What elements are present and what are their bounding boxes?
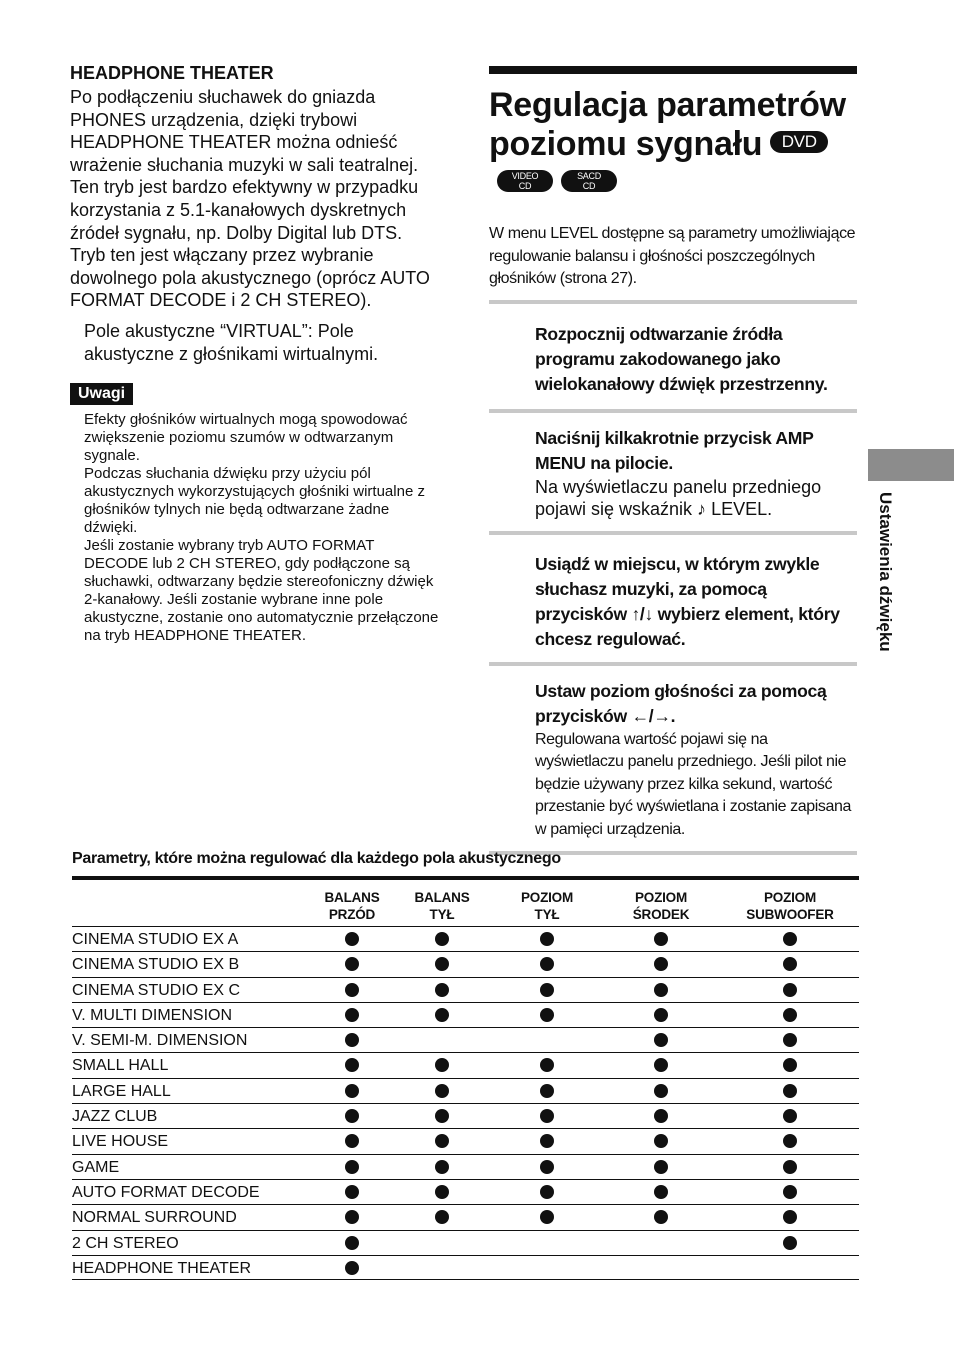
adjustable-dot-icon <box>435 1185 449 1199</box>
sound-field-name: GAME <box>72 1158 120 1176</box>
adjustable-dot-icon <box>540 1134 554 1148</box>
adjustable-dot-icon <box>540 1160 554 1174</box>
column-header: BALANS PRZÓD <box>324 890 380 922</box>
adjustable-dot-icon <box>345 932 359 946</box>
adjustable-dot-icon <box>654 957 668 971</box>
table-row <box>72 1154 859 1179</box>
adjustable-dot-icon <box>783 932 797 946</box>
table-row <box>72 1230 859 1255</box>
sound-field-name: CINEMA STUDIO EX A <box>72 931 239 948</box>
sound-field-name: CINEMA STUDIO EX B <box>72 956 240 974</box>
level-adjust-section <box>489 66 857 855</box>
dvd-badge-icon: DVD <box>770 131 828 153</box>
step-4 <box>489 666 857 852</box>
headphone-theater-section <box>70 62 442 645</box>
adjustable-dot-icon <box>540 1058 554 1072</box>
step-detail: Regulowana wartość pojawi się na wyświetlaczu panelu przedniego. Jeśli pilot nie będzie używany przez kilka sekund, wartość przestanie być wyświetlana i zostanie zapisana w pamięci urządzenia. <box>535 730 851 838</box>
sound-field-name: LARGE HALL <box>72 1082 171 1100</box>
adjustable-dot-icon <box>654 1134 668 1148</box>
column-header: POZIOM SUBWOOFER <box>746 890 834 922</box>
notes-label: Uwagi <box>70 383 133 405</box>
adjustable-dot-icon <box>435 1109 449 1123</box>
note-item: Efekty głośników wirtualnych mogą spowodować zwiększenie poziomu szumów w odtwarzanym sygnale. <box>84 411 408 465</box>
column-header: POZIOM ŚRODEK <box>632 890 690 922</box>
step-instruction: Usiądź w miejscu, w którym zwykle słuchasz muzyki, za pomocą przycisków ↑/↓ wybierz element, który chcesz regulować. <box>535 553 840 649</box>
adjustable-dot-icon <box>435 1084 449 1098</box>
step-instruction: Naciśnij kilkakrotnie przycisk AMP MENU na pilocie. <box>535 427 814 473</box>
column-header: BALANS TYŁ <box>414 890 470 922</box>
adjustable-dot-icon <box>435 932 449 946</box>
adjustable-dot-icon <box>345 1033 359 1047</box>
adjustable-dot-icon <box>540 957 554 971</box>
adjustable-dot-icon <box>345 1134 359 1148</box>
adjustable-dot-icon <box>345 1008 359 1022</box>
adjustable-dot-icon <box>783 1033 797 1047</box>
adjustable-dot-icon <box>435 1058 449 1072</box>
adjustable-dot-icon <box>654 1058 668 1072</box>
sound-field-name: V. SEMI-M. DIMENSION <box>72 1032 248 1050</box>
adjustable-dot-icon <box>654 1109 668 1123</box>
adjustable-dot-icon <box>783 1109 797 1123</box>
step-2 <box>489 413 857 531</box>
video-cd-badge-icon: VIDEO CD <box>497 170 553 192</box>
sacd-badge-icon: SACD CD <box>561 170 617 192</box>
step-3 <box>489 535 857 662</box>
table-row <box>72 1103 859 1128</box>
adjustable-dot-icon <box>783 1134 797 1148</box>
adjustable-dot-icon <box>783 1185 797 1199</box>
adjustable-dot-icon <box>540 1210 554 1224</box>
notes-list <box>84 411 442 645</box>
step-instruction: Ustaw poziom głośności za pomocą przycisków ←/→. <box>535 680 827 726</box>
adjustable-dot-icon <box>654 932 668 946</box>
adjustable-dot-icon <box>345 1058 359 1072</box>
adjustable-dot-icon <box>540 1109 554 1123</box>
adjustable-dot-icon <box>783 1084 797 1098</box>
table-row <box>72 1255 859 1280</box>
sound-field-name: LIVE HOUSE <box>72 1133 169 1151</box>
section-paragraph: Po podłączeniu słuchawek do gniazda PHONES urządzenia, dzięki trybowi HEADPHONE THEATER można odnieść wrażenie słuchania muzyki w sali teatralnej. Ten tryb jest bardzo efektywny w przypadku korzystania z 5.1-kanałowych dyskretnych źródeł sygnału, np. Dolby Digital lub DTS. Tryb ten jest włączany przez wybranie dowolnego pola akustycznego (oprócz AUTO FORMAT DECODE i 2 CH STEREO). <box>70 87 430 311</box>
title-text: Regulacja parametrów poziomu sygnału <box>489 86 846 163</box>
virtual-paragraph: Pole akustyczne “VIRTUAL”: Pole akustyczne z głośnikami wirtualnymi. <box>84 320 379 364</box>
adjustable-dot-icon <box>540 983 554 997</box>
adjustable-dot-icon <box>783 983 797 997</box>
sound-field-name: HEADPHONE THEATER <box>72 1259 251 1277</box>
table-row <box>72 1002 859 1027</box>
section-heading: HEADPHONE THEATER <box>70 63 274 83</box>
adjustable-dot-icon <box>654 1185 668 1199</box>
adjustable-dot-icon <box>435 1160 449 1174</box>
table-row <box>72 1078 859 1103</box>
adjustable-dot-icon <box>345 1210 359 1224</box>
table-header <box>72 885 859 927</box>
adjustable-dot-icon <box>540 1084 554 1098</box>
adjustable-dot-icon <box>654 983 668 997</box>
parameter-table <box>72 926 859 1280</box>
adjustable-dot-icon <box>540 1008 554 1022</box>
step-instruction: Rozpocznij odtwarzanie źródła programu zakodowanego jako wielokanałowy dźwięk przestrzenny. <box>535 323 828 394</box>
table-row <box>72 1052 859 1077</box>
table-top-rule <box>72 876 859 880</box>
adjustable-dot-icon <box>540 1185 554 1199</box>
sound-field-name: CINEMA STUDIO EX C <box>72 981 241 999</box>
adjustable-dot-icon <box>345 1236 359 1250</box>
title-rule <box>489 66 857 74</box>
adjustable-dot-icon <box>654 1084 668 1098</box>
adjustable-dot-icon <box>435 1008 449 1022</box>
step-detail: Na wyświetlaczu panelu przedniego pojawi się wskaźnik ♪ LEVEL. <box>535 476 822 519</box>
sound-field-name: NORMAL SURROUND <box>72 1209 237 1227</box>
adjustable-dot-icon <box>783 1008 797 1022</box>
sound-field-name: AUTO FORMAT DECODE <box>72 1183 260 1201</box>
adjustable-dot-icon <box>345 1084 359 1098</box>
adjustable-dot-icon <box>783 957 797 971</box>
page-title <box>489 86 857 203</box>
adjustable-dot-icon <box>345 1185 359 1199</box>
table-row <box>72 1204 859 1229</box>
adjustable-dot-icon <box>345 1160 359 1174</box>
adjustable-dot-icon <box>783 1210 797 1224</box>
adjustable-dot-icon <box>435 1134 449 1148</box>
adjustable-dot-icon <box>435 1210 449 1224</box>
table-row <box>72 1179 859 1204</box>
table-row <box>72 951 859 976</box>
table-row <box>72 1128 859 1153</box>
adjustable-dot-icon <box>345 983 359 997</box>
column-header: POZIOM TYŁ <box>520 890 574 922</box>
table-row <box>72 926 859 951</box>
sound-field-name: SMALL HALL <box>72 1057 169 1075</box>
sound-field-name: JAZZ CLUB <box>72 1108 158 1126</box>
adjustable-dot-icon <box>783 1160 797 1174</box>
table-row <box>72 977 859 1002</box>
chapter-tab <box>868 449 954 481</box>
adjustable-dot-icon <box>345 1109 359 1123</box>
adjustable-dot-icon <box>783 1058 797 1072</box>
sound-field-name: 2 CH STEREO <box>72 1234 179 1252</box>
adjustable-dot-icon <box>654 1033 668 1047</box>
adjustable-dot-icon <box>345 1261 359 1275</box>
adjustable-dot-icon <box>654 1210 668 1224</box>
step-1 <box>489 304 857 409</box>
adjustable-dot-icon <box>654 1008 668 1022</box>
adjustable-dot-icon <box>540 932 554 946</box>
intro-paragraph: W menu LEVEL dostępne są parametry umożliwiające regulowanie balansu i głośności poszczególnych głośników (strona 27). <box>489 225 856 287</box>
note-item: Jeśli zostanie wybrany tryb AUTO FORMAT DECODE lub 2 CH STEREO, gdy podłączone są słuchawki, odtwarzany będzie stereofoniczny dźwięk 2-kanałowy. Jeśli zostanie wybrane inne pole akustyczne, zostanie ono automatycznie przełączone na tryb HEADPHONE THEATER. <box>84 537 439 645</box>
adjustable-dot-icon <box>435 983 449 997</box>
adjustable-dot-icon <box>654 1160 668 1174</box>
chapter-label: Ustawienia dźwięku <box>876 492 895 652</box>
adjustable-dot-icon <box>783 1236 797 1250</box>
table-title: Parametry, które można regulować dla każdego pola akustycznego <box>72 850 561 867</box>
table-row <box>72 1027 859 1052</box>
note-item: Podczas słuchania dźwięku przy użyciu pól akustycznych wykorzystujących głośniki wirtualne z głośników tylnych nie będą odtwarzane żadne dźwięki. <box>84 465 425 537</box>
adjustable-dot-icon <box>435 957 449 971</box>
adjustable-dot-icon <box>345 957 359 971</box>
sound-field-name: V. MULTI DIMENSION <box>72 1006 233 1024</box>
